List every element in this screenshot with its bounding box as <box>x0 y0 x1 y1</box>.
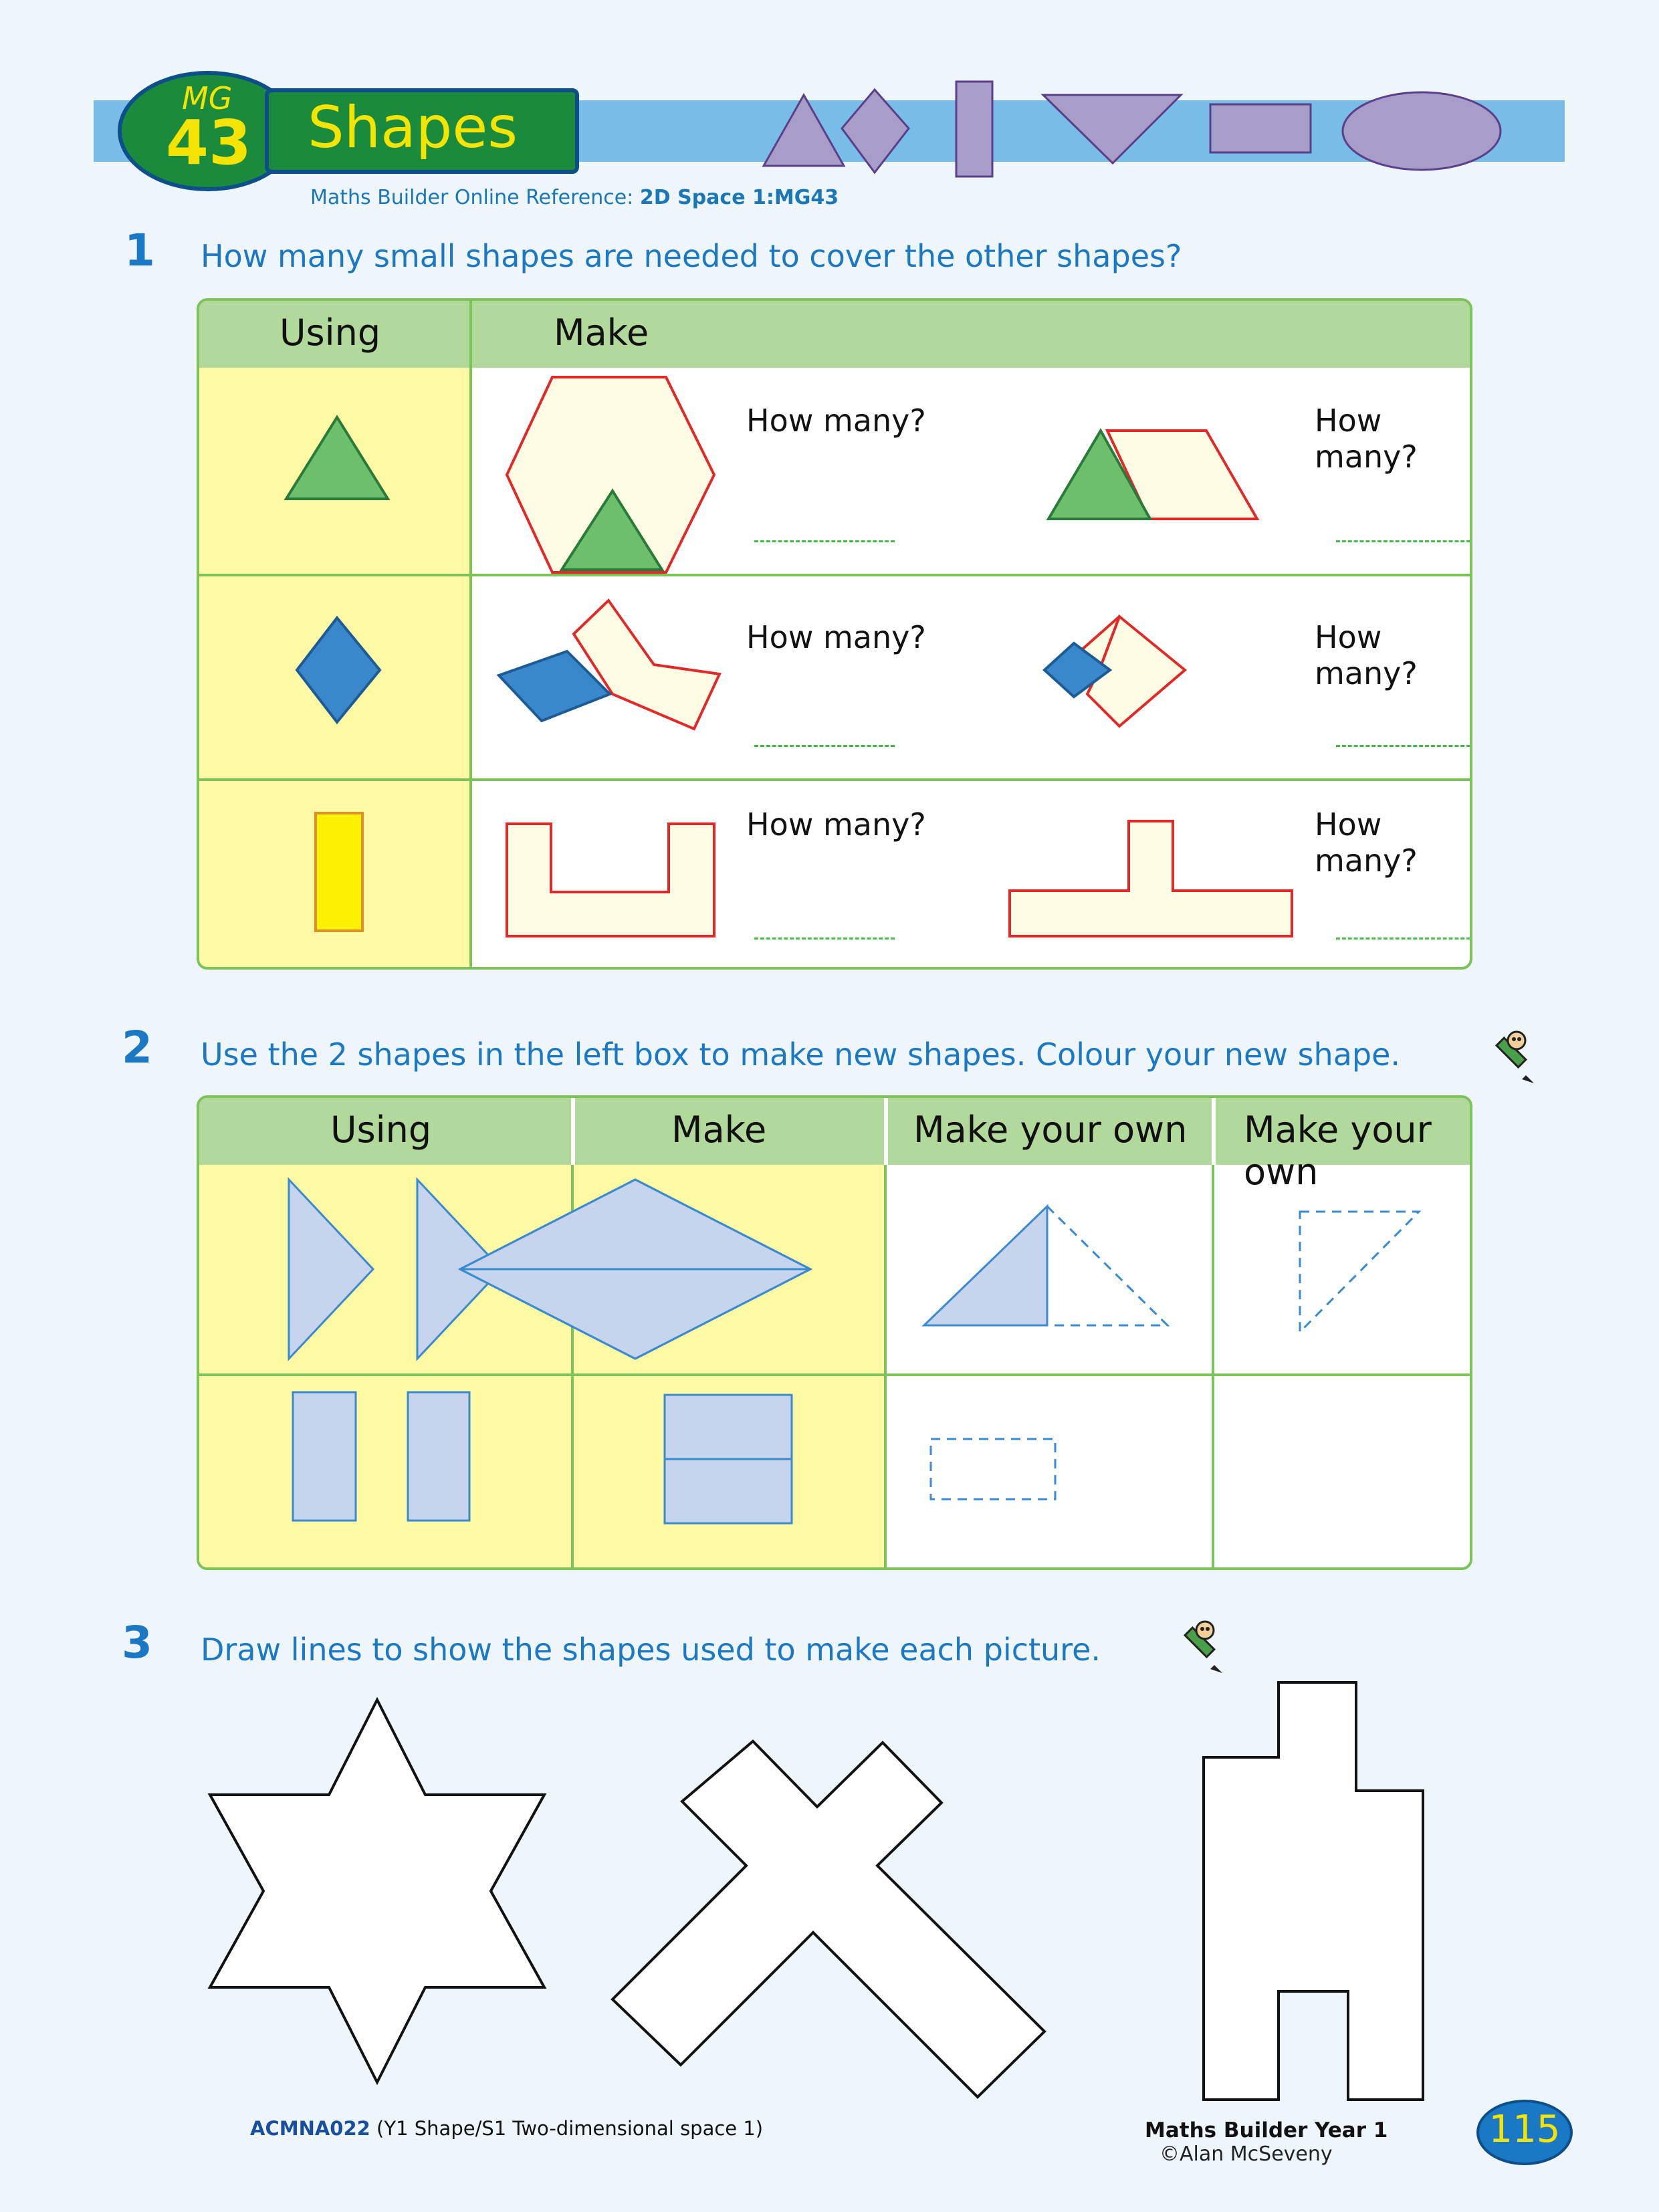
curriculum-code: ACMNA022 (Y1 Shape/S1 Two-dimensional space 1) <box>250 2117 764 2140</box>
q2-header-divider-3 <box>1212 1098 1216 1165</box>
mg-number: 43 <box>166 107 252 179</box>
q1-row1-prompt-a: How many? <box>746 403 926 439</box>
q1-table <box>197 298 1472 970</box>
q1-row2-answer-b[interactable] <box>1336 745 1472 747</box>
bent-shape-outline-icon <box>574 600 720 729</box>
t-shape-outline-icon <box>1010 821 1292 936</box>
own1-triangle-icon <box>924 1206 1047 1325</box>
online-reference: Maths Builder Online Reference: 2D Space 1:MG43 <box>310 186 839 209</box>
x-outline-picture-icon <box>613 1741 1044 2097</box>
mg-label: MG <box>182 80 233 116</box>
q2-col-own2: Make your own <box>1244 1109 1432 1193</box>
using-rhombus-icon <box>297 618 380 722</box>
own1-dashed-triangle-icon <box>1047 1206 1168 1325</box>
q1-text: How many small shapes are needed to cover the other shapes? <box>201 238 1182 274</box>
using-rectangle-b-icon <box>408 1392 469 1521</box>
star-picture-icon <box>210 1700 544 2082</box>
q1-header-row <box>199 301 1472 368</box>
q2-header-row <box>199 1098 1472 1193</box>
own1-dashed-rectangle-icon <box>931 1439 1055 1499</box>
q1-row2-prompt-b: How many? <box>1315 619 1418 691</box>
using-rectangle-a-icon <box>293 1392 356 1521</box>
q1-row1-answer-a[interactable] <box>754 540 895 542</box>
q2-header-divider-1 <box>571 1098 575 1165</box>
make-rectangle-top-icon <box>665 1395 792 1459</box>
copyright: ©Alan McSeveny <box>1159 2142 1333 2166</box>
own2-dashed-triangle-icon <box>1300 1212 1419 1332</box>
q1-row3-prompt-a: How many? <box>746 806 926 843</box>
make-square-bottom-icon <box>460 1269 810 1359</box>
using-triangle-icon <box>286 417 388 499</box>
q2-header-divider-2 <box>884 1098 888 1165</box>
q1-row3-answer-b[interactable] <box>1336 937 1472 939</box>
header-ellipse-icon <box>1343 92 1501 170</box>
pencil-worm-icon <box>1478 1026 1538 1086</box>
q3-number: 3 <box>122 1617 152 1668</box>
q1-row1-drawings <box>199 368 1472 574</box>
q2-col-own1: Make your own <box>913 1109 1188 1151</box>
make-rectangle-bottom-icon <box>665 1459 792 1523</box>
header-shapes <box>709 79 1511 186</box>
q3-pictures[interactable] <box>201 1672 1444 2106</box>
page-title: Shapes <box>308 94 518 161</box>
book-title: Maths Builder Year 1 <box>1145 2118 1388 2142</box>
q1-row3-answer-a[interactable] <box>754 937 895 939</box>
q2-table <box>197 1095 1472 1570</box>
using-rectangle-icon <box>316 813 362 931</box>
u-shape-outline-icon <box>507 824 714 936</box>
q1-col-make: Make <box>554 312 649 354</box>
make-square-top-icon <box>460 1180 810 1269</box>
header-rhombus-icon <box>842 90 909 173</box>
header-inverted-triangle-icon <box>1043 95 1181 163</box>
building-picture-icon <box>1204 1682 1423 2100</box>
page-number: 115 <box>1488 2108 1561 2151</box>
q1-row1-prompt-b: How many? <box>1315 403 1418 475</box>
q1-col-using: Using <box>280 312 381 354</box>
pencil-worm-icon-2 <box>1166 1616 1226 1676</box>
using-right-triangle-a-icon <box>289 1180 373 1359</box>
q1-row2-prompt-a: How many? <box>746 619 926 655</box>
header-tall-rectangle-icon <box>956 82 992 177</box>
q2-col-using: Using <box>330 1109 432 1151</box>
q1-number: 1 <box>124 225 155 276</box>
q1-row2-drawings <box>199 576 1472 778</box>
q2-own2-row2-empty-cell[interactable] <box>1214 1376 1472 1570</box>
q1-row3-prompt-b: How many? <box>1315 806 1418 879</box>
q3-text: Draw lines to show the shapes used to make each picture. <box>201 1632 1101 1668</box>
header-rectangle-icon <box>1210 104 1311 152</box>
q1-row1-answer-b[interactable] <box>1336 540 1472 542</box>
header-triangle-icon <box>764 95 844 166</box>
q2-text: Use the 2 shapes in the left box to make new shapes. Colour your new shape. <box>201 1036 1401 1073</box>
q2-col-make: Make <box>671 1109 767 1151</box>
q1-row2-answer-a[interactable] <box>754 745 895 747</box>
q2-number: 2 <box>122 1022 152 1073</box>
